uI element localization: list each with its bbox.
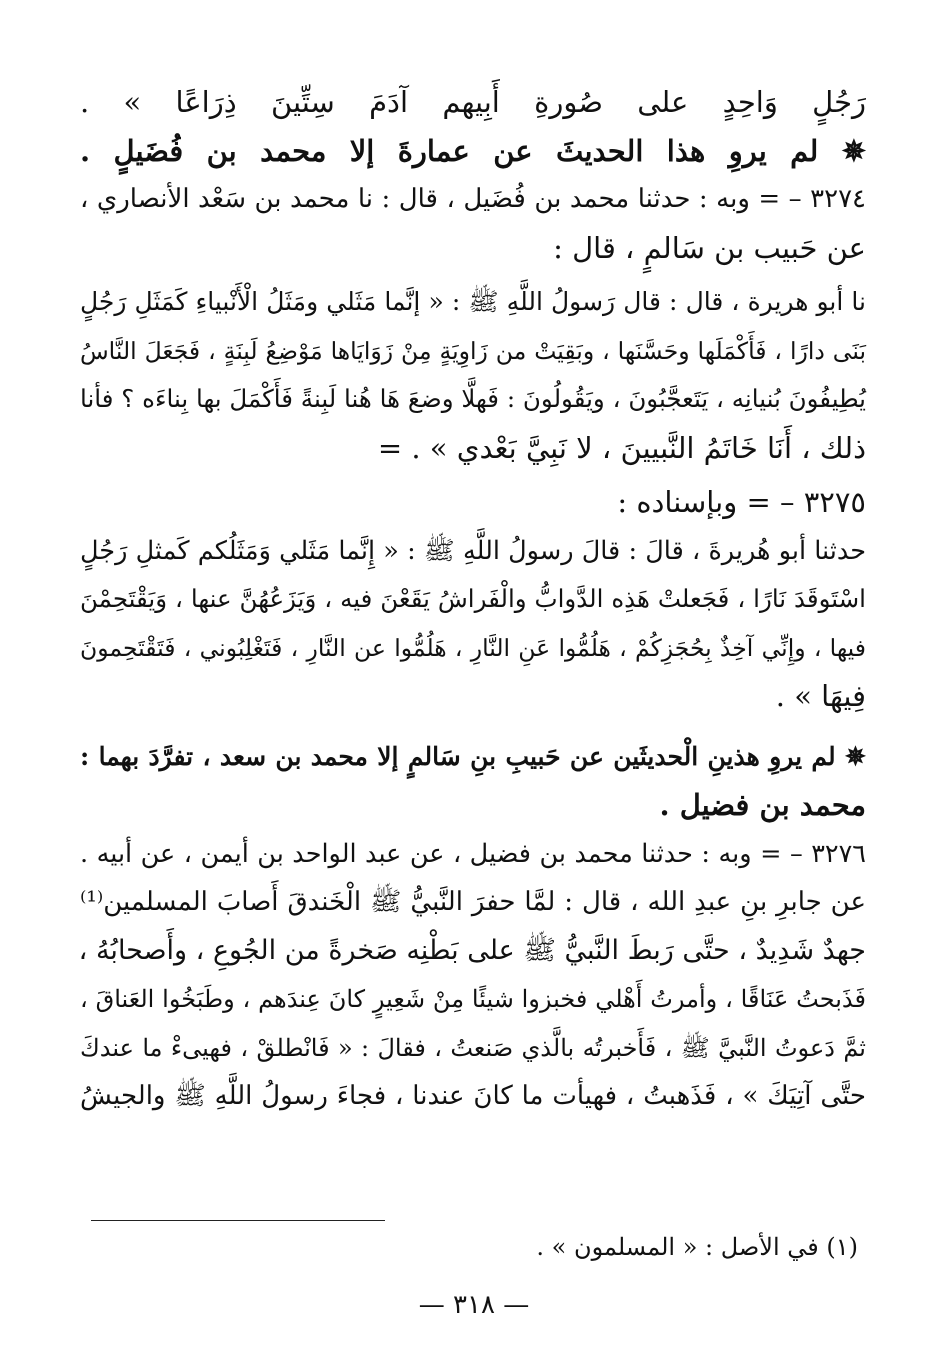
text-line: عن حَبيب بن سَالمٍ ، قال : bbox=[553, 230, 866, 265]
text-line: حتَّى آتِيَكَ » ، فَذَهبتُ ، فهيأت ما كانَ عندنا ، فجاءَ رسولُ اللَّهِ ﷺ والجيشُ bbox=[80, 1081, 866, 1111]
hadith-3275-header: ٣٢٧٥ – = وبإسناده : bbox=[617, 485, 866, 519]
editor-note: محمد بن فضيل . bbox=[659, 788, 866, 822]
text-line: جهدٌ شَدِيدٌ ، حتَّى رَبطَ النَّبيُّ ﷺ على بَطْنِه صَخرةً من الجُوعِ ، وأَصحابُهُ ، bbox=[78, 934, 866, 966]
text-line: بَنَى دارًا ، فَأَكْمَلَها وحَسَّنَها ، وبَقِيَتْ من زَاوِيَةٍ مِنْ زَوَايَاها مَوْضِعُ لَبِنَةٍ ، فَجَعَلَ النَّاسُ bbox=[80, 336, 866, 365]
text-line: عن جابرِ بنِ عبدِ الله ، قال : لمَّا حفرَ النَّبيُّ ﷺ الْخَندقَ أَصابَ المسلمين⁽¹⁾ bbox=[80, 887, 866, 917]
text-line: ذلك ، أَنَا خَاتَمُ النَّبيينَ ، لا نَبِيَّ بَعْدي » . = bbox=[377, 430, 866, 465]
text-line: رَجُلٍ وَاحِدٍ على صُورةِ أَبِيهم آدَمَ سِتِّينَ ذِرَاعًا » . bbox=[80, 85, 866, 119]
text-line: يُطِيفُونَ بُنيانِه ، يَتَعجَّبُونَ ، ويَقُولُونَ : فَهلَّا وضعَ هَا هُنا لَبِنةً فَأَكْمَلَ بها بِناءَه ؟ فأنا bbox=[80, 384, 866, 413]
text-line: اسْتَوقَدَ نَارًا ، فَجَعلتْ هَذِه الدَّوابُّ والْفَراشُ يَقَعْنَ فيه ، وَيَزَعُهُنَّ عنها ، وَيَقْتَحِمْنَ bbox=[80, 584, 866, 613]
footnote-divider bbox=[91, 1220, 385, 1221]
text-line: فِيهَا » . bbox=[775, 679, 866, 713]
text-line: حدثنا أبو هُريرةَ ، قالَ : قالَ رسولُ اللَّهِ ﷺ : « إِنَّما مَثَلي وَمَثَلُكم كَمثلِ رَجُلٍ bbox=[80, 535, 866, 566]
editor-note: ✵ لم يروِ هذا الحديثَ عن عمارةَ إلا محمد بن فُضَيلٍ . bbox=[80, 133, 867, 168]
text-line: فَذَبحتُ عَنَاقًا ، وأمرتُ أَهْلي فخبزوا شيئًا مِنْ شَعِيرٍ كانَ عِندَهم ، وطَبَخُوا العَناقَ ، bbox=[80, 985, 866, 1013]
text-line: نا أبو هريرة ، قال : قال رَسولُ اللَّهِ ﷺ : « إنَّما مَثَلي ومَثَلُ الْأَنْبياءِ كَمَثَلِ رَجُلٍ bbox=[80, 287, 866, 316]
editor-note: ✵ لم يروِ هذينِ الْحديثَين عن حَبيبِ بنِ سَالمٍ إلا محمد بن سعد ، تفرَّدَ بهما : bbox=[80, 741, 866, 771]
text-line: فيها ، وإِنِّي آخِذٌ بِحُجَزِكُمْ ، هَلُمُّوا عَنِ النَّارِ ، هَلُمُّوا عن النَّارِ ، فَتَغْلِبُوني ، فَتَقْتَحِمونَ bbox=[80, 633, 866, 662]
hadith-3276-header: ٣٢٧٦ – = وبه : حدثنا محمد بن فضيل ، عن عبد الواحد بن أيمن ، عن أبيه . bbox=[80, 838, 866, 869]
hadith-3274-header: ٣٢٧٤ – = وبه : حدثنا محمد بن فُضَيل ، قال : نا محمد بن سَعْد الأنصاري ، bbox=[80, 184, 866, 214]
text-line: ثمَّ دَعوتُ النَّبيَّ ﷺ ، فَأَخبرتُه بالَّذي صَنعتُ ، فقالَ : « فَانْطلقْ ، فهيىءْ ما عندكَ bbox=[80, 1033, 866, 1062]
page-number: — ٣١٨ — bbox=[418, 1290, 530, 1320]
footnote: (١) في الأصل : « المسلمون » . bbox=[536, 1233, 858, 1261]
